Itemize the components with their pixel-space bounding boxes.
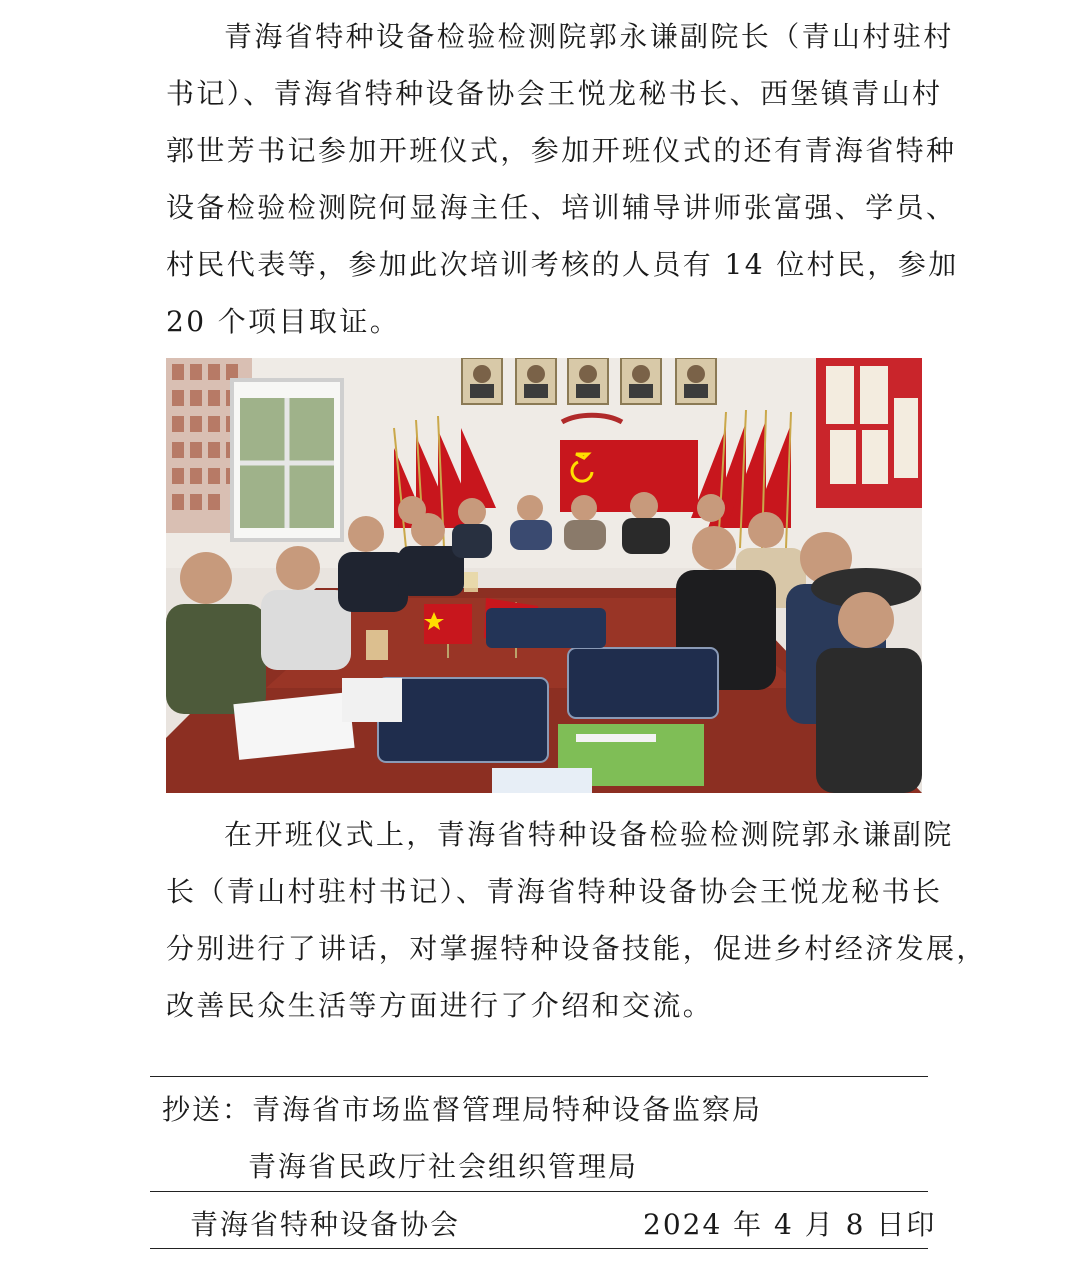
- paragraph-line: 郭世芳书记参加开班仪式，参加开班仪式的还有青海省特种: [166, 134, 957, 167]
- paragraph-line: 在开班仪式上，青海省特种设备检验检测院郭永谦副院: [224, 818, 954, 851]
- paragraph-line: 改善民众生活等方面进行了介绍和交流。: [166, 989, 714, 1022]
- cc-label: 抄送：: [162, 1093, 253, 1126]
- cc-line-1: [162, 1088, 762, 1128]
- footer-date: 2024 年 4 月 8 日印: [643, 1208, 937, 1241]
- paragraph-1: [166, 8, 959, 350]
- footer-issuer: 青海省特种设备协会: [190, 1208, 461, 1241]
- cc-bottom-rule: [150, 1191, 928, 1192]
- paragraph-line: 20 个项目取证。: [166, 305, 401, 338]
- cc-top-rule: [150, 1076, 928, 1077]
- cc-recipient-2: 青海省民政厅社会组织管理局: [248, 1150, 639, 1183]
- paragraph-line: 书记）、青海省特种设备协会王悦龙秘书长、西堡镇青山村: [166, 77, 943, 110]
- paragraph-line: 青海省特种设备检验检测院郭永谦副院长（青山村驻村: [224, 20, 954, 53]
- meeting-photo-illustration: [166, 358, 922, 793]
- footer-bottom-rule: [150, 1248, 928, 1249]
- meeting-photo: [166, 358, 922, 793]
- cc-line-2: [248, 1145, 638, 1185]
- paragraph-line: 长（青山村驻村书记）、青海省特种设备协会王悦龙秘书长: [166, 875, 943, 908]
- paragraph-line: 设备检验检测院何显海主任、培训辅导讲师张富强、学员、: [166, 191, 957, 224]
- paragraph-2: [166, 806, 987, 1034]
- cc-recipient-1: 青海省市场监督管理局特种设备监察局: [252, 1093, 763, 1126]
- paragraph-line: 分别进行了讲话，对掌握特种设备技能，促进乡村经济发展，: [166, 932, 987, 965]
- paragraph-line: 村民代表等，参加此次培训考核的人员有 14 位村民，参加: [166, 248, 959, 281]
